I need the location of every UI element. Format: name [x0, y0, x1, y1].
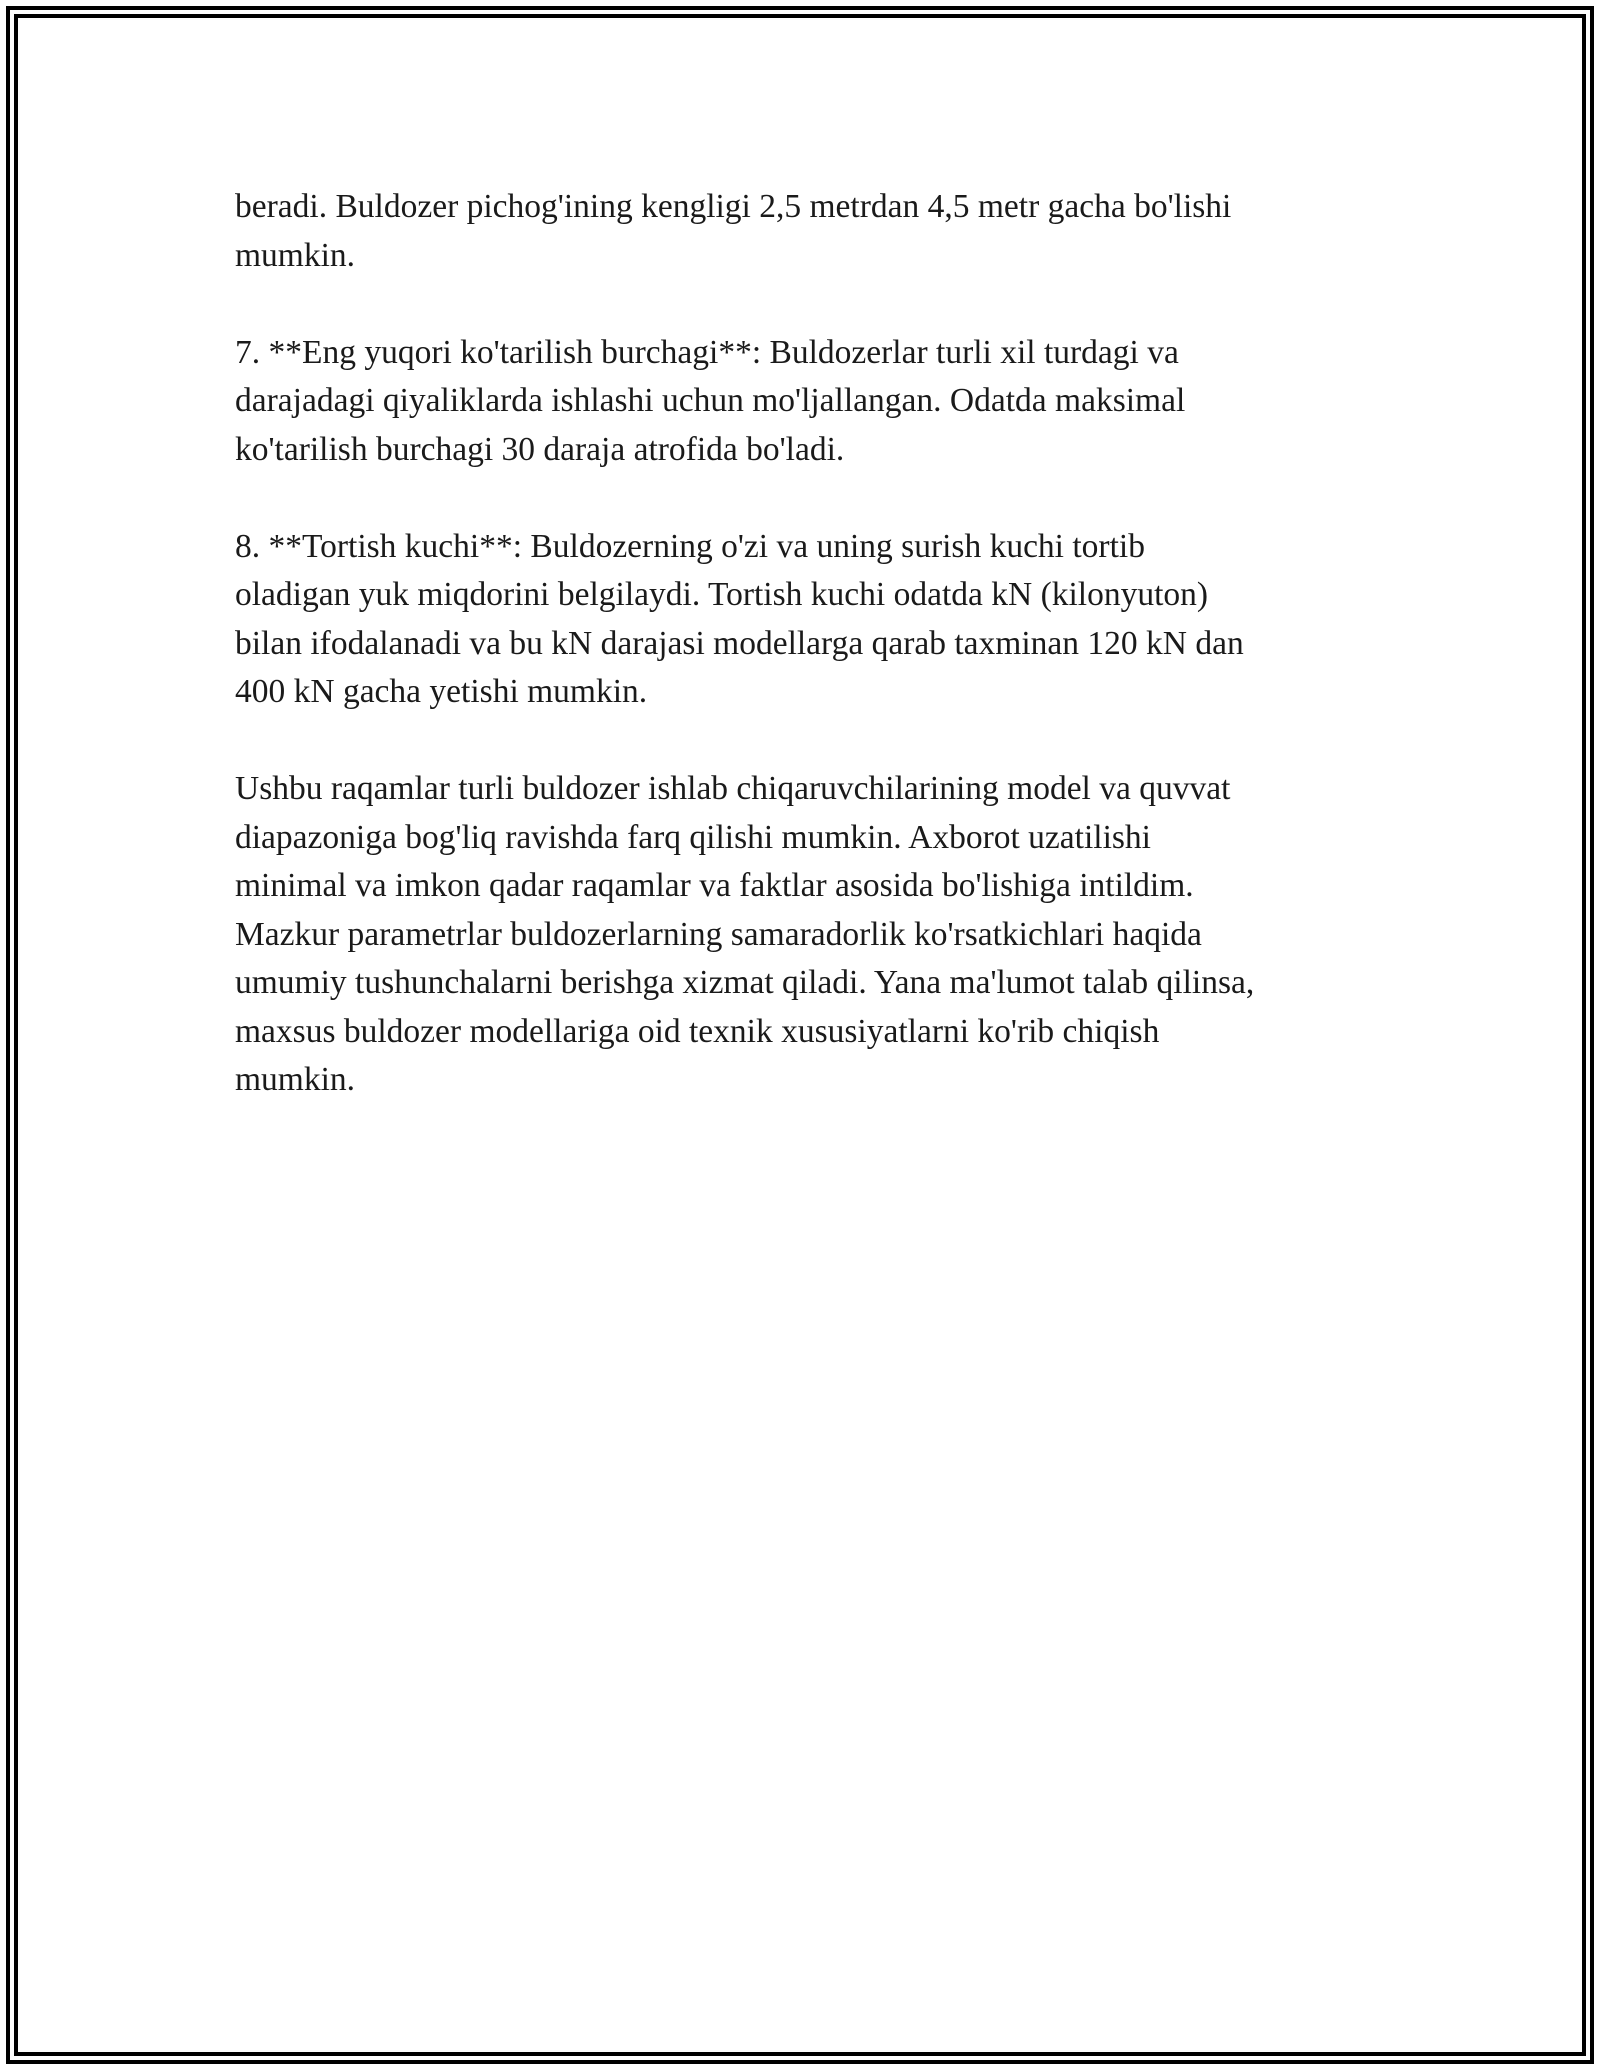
paragraph-blade-width: beradi. Buldozer pichog'ining kengligi 2,5 metrdan 4,5 metr gacha bo'lishi mumkin. — [235, 188, 1232, 274]
paragraph-traction-force: 8. **Tortish kuchi**: Buldozerning o'zi va uning surish kuchi tortib oladigan yuk miqdorini belgilaydi. Tortish kuchi odatda kN (kilonyuton) bilan ifodalanadi va bu kN darajasi modellarga qarab taxminan 120 kN dan 400 kN gacha yetishi mumkin. — [235, 527, 1244, 710]
paragraph-climb-angle: 7. **Eng yuqori ko'tarilish burchagi**: Buldozerlar turli xil turdagi va darajadagi qiyaliklarda ishlashi uchun mo'ljallangan. Odatda maksimal ko'tarilish burchagi 30 daraja atrofida bo'ladi. — [235, 333, 1186, 468]
paragraph-summary: Ushbu raqamlar turli buldozer ishlab chiqaruvchilarining model va quvvat diapazoniga bog'liq ravishda farq qilishi mumkin. Axborot uzatilishi minimal va imkon qadar raqamlar va faktlar asosida bo'lishiga intildim. Mazkur parametrlar buldozerlarning samaradorlik ko'rsatkichlari haqida umumiy tushunchalarni berishga xizmat qiladi. Yana ma'lumot talab qilinsa, maxsus buldozer modellariga oid texnik xususiyatlarni ko'rib chiqish mumkin. — [235, 770, 1255, 1098]
document-body — [235, 183, 1375, 1153]
